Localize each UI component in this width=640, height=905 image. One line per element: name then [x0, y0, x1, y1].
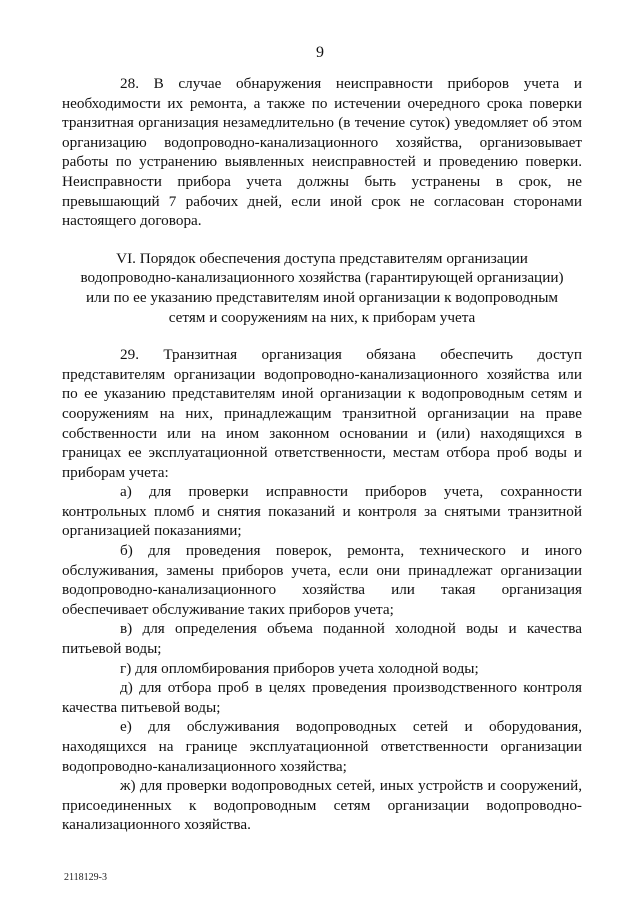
section-heading-line: или по ее указанию представителям иной организации к водопроводным: [85, 288, 559, 306]
section-heading-line: водопроводно-канализационного хозяйства (гарантирующей организации): [80, 269, 564, 287]
paragraph-28: 28. В случае обнаружения неисправности приборов учета и необходимости их ремонта, а также по истечении очередного срока поверки транзитная организация незамедлительно (в течение суток) уведомляет об этом организацию водопроводно-канализационного хозяйства, организовывает работы по устранению выявленных неисправностей и проведению поверки. Неисправности прибора учета должны быть устранены в срок, не превышающий 7 рабочих дней, если иной срок не согласован сторонами настоящего договора.: [62, 75, 582, 230]
list-item-d: д) для отбора проб в целях проведения производственного контроля качества питьевой воды;: [62, 679, 582, 716]
document-body: [62, 74, 582, 835]
list-item-e: е) для обслуживания водопроводных сетей и оборудования, находящихся на границе эксплуатационной ответственности организации водопроводно-канализационного хозяйства;: [62, 718, 582, 775]
list-item-a: а) для проверки исправности приборов учета, сохранности контрольных пломб и снятия показаний и контроля за снятыми транзитной организацией показаниями;: [62, 483, 582, 540]
list-item-b: б) для проведения поверок, ремонта, технического и иного обслуживания, замены приборов учета, если они принадлежат организации водопроводно-канализационного хозяйства или такая организация обеспечивает обслуживание таких приборов учета;: [62, 542, 582, 618]
list-item-g: г) для опломбирования приборов учета холодной воды;: [120, 659, 479, 677]
section-heading: [62, 249, 582, 327]
section-heading-line: VI. Порядок обеспечения доступа представителям организации: [116, 249, 528, 267]
list-item-v: в) для определения объема поданной холодной воды и качества питьевой воды;: [62, 620, 582, 658]
page-number: 9: [316, 44, 324, 61]
footer-code: 2118129-3: [64, 872, 107, 883]
list-item-zh: ж) для проверки водопроводных сетей, иных устройств и сооружений, присоединенных к водопроводным сетям организации водопроводно-канализационного хозяйства.: [62, 777, 582, 834]
paragraph-29: 29. Транзитная организация обязана обеспечить доступ представителям организации водопроводно-канализационного хозяйства или по ее указанию представителям иной организации к водопроводным сетям и сооружениям на них, принадлежащим транзитной организации на праве собственности или на ином законном основании и (или) находящихся в границах ее эксплуатационной ответственности, местам отбора проб воды и приборам учета:: [62, 346, 582, 481]
section-heading-line: сетям и сооружениям на них, к приборам учета: [168, 308, 476, 326]
